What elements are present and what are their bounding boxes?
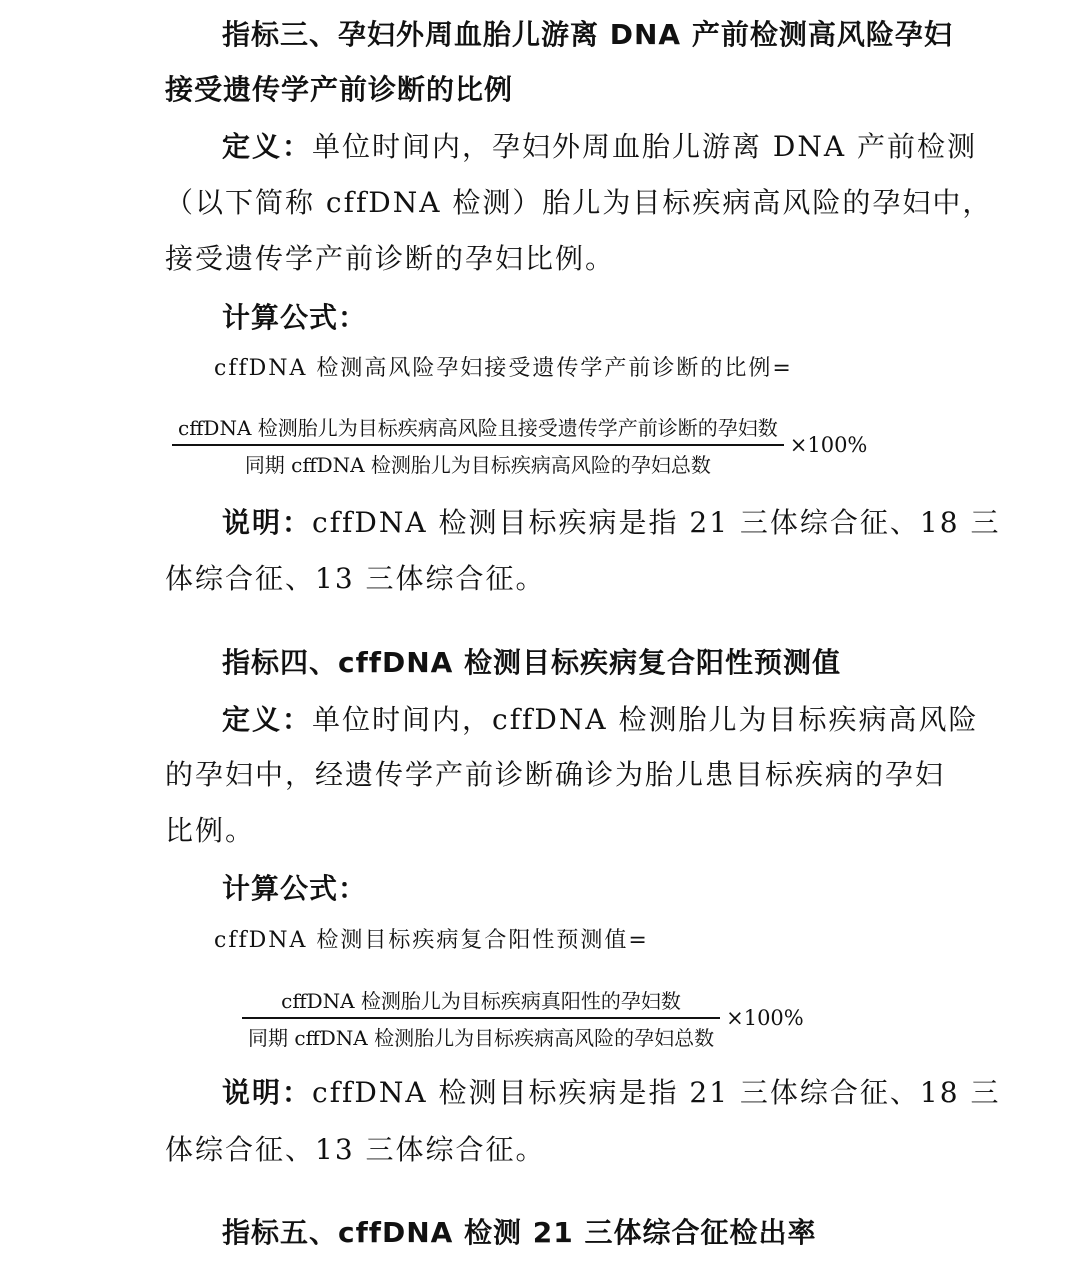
indicator3-note-line1: [222, 503, 1001, 543]
indicator3-formula-label: 计算公式：: [222, 301, 368, 334]
indicator3-denominator: 同期 cffDNA 检测胎儿为目标疾病高风险的孕妇总数: [244, 453, 711, 477]
indicator3-numerator: cffDNA 检测胎儿为目标疾病高风险且接受遗传学产前诊断的孕妇数: [172, 412, 784, 446]
indicator3-definition-line3: 接受遗传学产前诊断的孕妇比例。: [165, 242, 616, 275]
indicator3-note-text1: cffDNA 检测目标疾病是指 21 三体综合征、18 三: [312, 506, 1001, 539]
indicator3-definition-text1: 单位时间内，孕妇外周血胎儿游离 DNA 产前检测: [312, 130, 977, 163]
indicator3-formula-lead: cffDNA 检测高风险孕妇接受遗传学产前诊断的比例=: [214, 356, 793, 381]
indicator3-note-label: 说明：: [222, 506, 313, 539]
indicator3-definition-line1: [222, 127, 977, 167]
indicator4-fraction: [242, 985, 804, 1051]
indicator5-title: 指标五、cffDNA 检测 21 三体综合征检出率: [222, 1216, 817, 1249]
indicator3-multiplier: ×100%: [789, 433, 868, 457]
indicator4-definition-line3: 比例。: [165, 814, 256, 847]
indicator4-definition-text1: 单位时间内，cffDNA 检测胎儿为目标疾病高风险: [312, 703, 979, 736]
indicator4-note-label: 说明：: [222, 1076, 313, 1109]
indicator3-definition-line2: （以下简称 cffDNA 检测）胎儿为目标疾病高风险的孕妇中，: [165, 186, 993, 219]
indicator3-fraction: [172, 412, 867, 478]
indicator4-note-text1: cffDNA 检测目标疾病是指 21 三体综合征、18 三: [312, 1076, 1001, 1109]
indicator4-denominator: 同期 cffDNA 检测胎儿为目标疾病高风险的孕妇总数: [248, 1026, 715, 1050]
indicator3-title-line1: 指标三、孕妇外周血胎儿游离 DNA 产前检测高风险孕妇: [222, 18, 953, 51]
indicator4-definition-label: 定义：: [222, 703, 313, 736]
indicator4-definition-line2: 的孕妇中，经遗传学产前诊断确诊为胎儿患目标疾病的孕妇: [165, 758, 946, 791]
indicator4-fraction-body: [242, 985, 720, 1051]
indicator4-multiplier: ×100%: [726, 1006, 804, 1030]
indicator4-numerator: cffDNA 检测胎儿为目标疾病真阳性的孕妇数: [242, 985, 720, 1019]
indicator4-formula-lead: cffDNA 检测目标疾病复合阳性预测值=: [214, 928, 649, 953]
indicator4-formula-label: 计算公式：: [222, 872, 368, 905]
indicator3-note-line2: 体综合征、13 三体综合征。: [165, 562, 546, 595]
indicator3-fraction-body: [172, 412, 784, 478]
indicator4-definition-line1: [222, 700, 979, 740]
indicator4-note-line2: 体综合征、13 三体综合征。: [165, 1133, 546, 1166]
indicator4-note-line1: [222, 1073, 1001, 1113]
indicator4-title: 指标四、cffDNA 检测目标疾病复合阳性预测值: [222, 646, 842, 679]
indicator3-title-line2: 接受遗传学产前诊断的比例: [165, 73, 514, 106]
indicator3-definition-label: 定义：: [222, 130, 313, 163]
